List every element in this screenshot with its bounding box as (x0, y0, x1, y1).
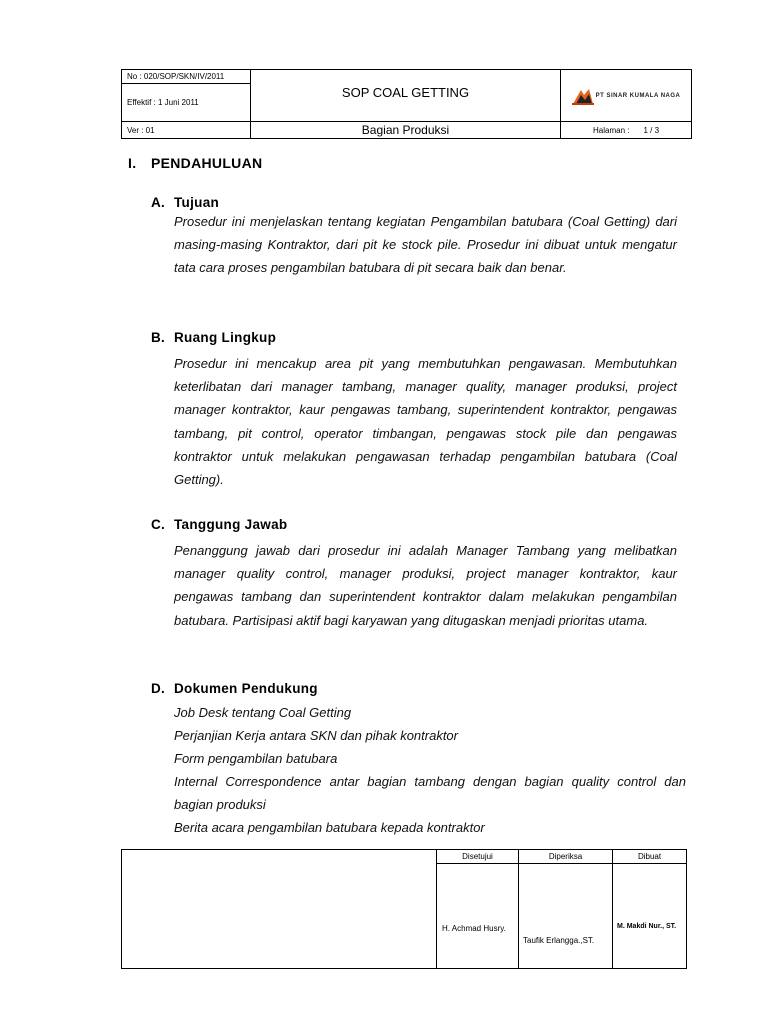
made-label: Dibuat (613, 850, 686, 864)
made-signatory: M. Makdi Nur., ST. (617, 923, 677, 930)
list-item: Berita acara pengambilan batubara kepada kontraktor (174, 820, 485, 835)
subsection-title: Tujuan (174, 195, 220, 210)
subsection-number: D. (151, 681, 166, 696)
paragraph-ruang-lingkup: Prosedur ini mencakup area pit yang membutuhkan pengawasan. Membutuhkan keterlibatan dari manager tambang, manager quality, manager produksi, project manager kontraktor, kaur pengawas tambang, superintendent kontraktor, pengawas tambang, pit control, operator timbangan, pengawas stock pile dan pengawas kontraktor untuk melakukan pengawasan terhadap pengambilan batubara (Coal Getting). (174, 356, 677, 488)
subsection-title: Ruang Lingkup (174, 330, 277, 345)
page-label: Halaman : (593, 125, 630, 135)
signature-table (121, 849, 687, 969)
checked-label: Diperiksa (519, 850, 612, 864)
approved-signatory: H. Achmad Husry. (442, 924, 506, 933)
list-item: Form pengambilan batubara (174, 751, 338, 766)
subsection-number: C. (151, 517, 166, 532)
company-logo-icon (572, 87, 594, 105)
subsection-heading-tujuan (151, 195, 219, 210)
subsection-heading-dokumen-pendukung (151, 681, 318, 696)
subsection-title: Tanggung Jawab (174, 517, 288, 532)
department-name: Bagian Produksi (251, 122, 561, 138)
approved-column (436, 850, 518, 968)
list-item: Perjanjian Kerja antara SKN dan pihak kontraktor (174, 728, 458, 743)
paragraph-tujuan: Prosedur ini menjelaskan tentang kegiatan Pengambilan batubara (Coal Getting) dari masing-masing Kontraktor, dari pit ke stock pile. Prosedur ini dibuat untuk mengatur tata cara proses pengambilan batubara di pit secara baik dan benar. (174, 214, 677, 276)
paragraph-tanggung-jawab: Penanggung jawab dari prosedur ini adalah Manager Tambang yang melibatkan manager quality control, manager produksi, project manager kontraktor, kaur pengawas tambang dan superintendent kontraktor dalam melakukan pengambilan batubara. Partisipasi aktif bagi karyawan yang ditugaskan menjadi prioritas utama. (174, 543, 677, 628)
subsection-number: B. (151, 330, 166, 345)
subsection-heading-ruang-lingkup (151, 330, 276, 345)
subsection-heading-tanggung-jawab (151, 517, 287, 532)
supporting-documents-list (174, 701, 686, 839)
subsection-number: A. (151, 195, 166, 210)
page-indicator (561, 122, 691, 138)
section-title: PENDAHULUAN (151, 155, 263, 171)
approved-label: Disetujui (437, 850, 518, 864)
company-logo-text: PT SINAR KUMALA NAGA (595, 92, 681, 99)
list-item: Job Desk tentang Coal Getting (174, 705, 352, 720)
effective-date: Effektif : 1 Juni 2011 (122, 84, 251, 122)
subsection-title: Dokumen Pendukung (174, 681, 318, 696)
document-number: No : 020/SOP/SKN/IV/2011 (122, 70, 251, 84)
version: Ver : 01 (122, 122, 251, 138)
made-column (612, 850, 686, 968)
section-heading (128, 155, 262, 171)
checked-column (518, 850, 612, 968)
page-value: 1 / 3 (643, 125, 660, 135)
list-item: Internal Correspondence antar bagian tambang dengan bagian quality control dan bagian produksi (174, 774, 686, 812)
checked-signatory: Taufik Erlangga.,ST. (523, 936, 595, 945)
section-number: I. (128, 155, 137, 171)
company-logo (561, 70, 691, 122)
document-title: SOP COAL GETTING (251, 70, 561, 122)
document-header-table (121, 69, 692, 139)
